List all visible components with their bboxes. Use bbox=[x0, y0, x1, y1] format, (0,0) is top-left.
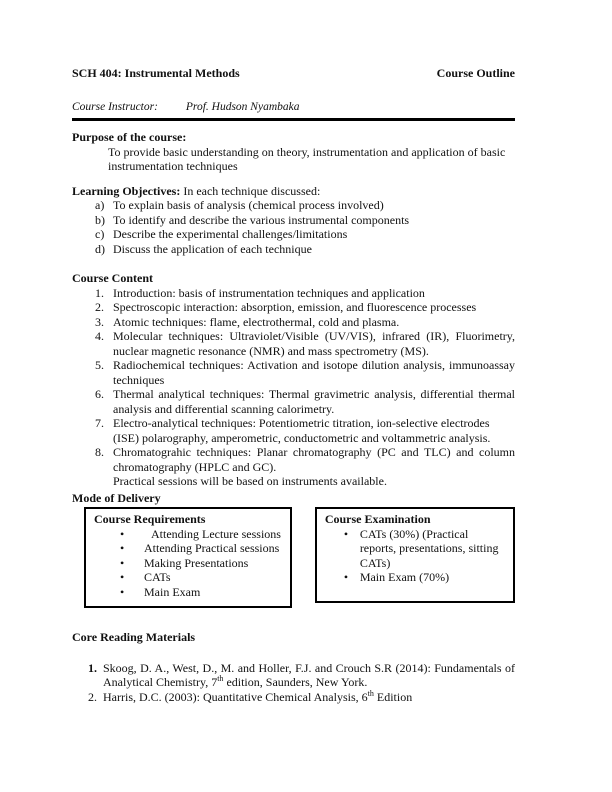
objective-text: To explain basis of analysis (chemical process involved) bbox=[113, 198, 384, 212]
content-item-text: Spectroscopic interaction: absorption, emission, and fluorescence processes bbox=[113, 300, 477, 314]
requirement-text: Making Presentations bbox=[144, 555, 249, 570]
reading-item-number: 1. bbox=[88, 660, 97, 675]
content-item bbox=[72, 445, 515, 474]
content-item-number: 6. bbox=[95, 387, 104, 401]
content-item bbox=[72, 416, 515, 445]
examination-item bbox=[325, 570, 505, 585]
course-examination-box bbox=[315, 507, 515, 603]
document-type-label: Course Outline bbox=[436, 66, 515, 80]
requirement-text: CATs bbox=[144, 570, 171, 584]
content-item-text: Introduction: basis of instrumentation techniques and application bbox=[113, 285, 425, 300]
content-item bbox=[72, 358, 515, 387]
requirement-text: Attending Practical sessions bbox=[144, 541, 280, 555]
requirement-item bbox=[94, 585, 282, 600]
objectives-list bbox=[72, 198, 515, 256]
course-examination-list bbox=[325, 527, 505, 585]
objective-text: To identify and describe the various instrumental components bbox=[113, 212, 410, 227]
content-item-number: 2. bbox=[95, 300, 104, 314]
objective-label: c) bbox=[95, 227, 105, 241]
mode-of-delivery-heading: Mode of Delivery bbox=[72, 490, 161, 505]
content-item-number: 8. bbox=[95, 445, 104, 459]
course-title: SCH 404: Instrumental Methods bbox=[72, 66, 240, 80]
course-requirements-box bbox=[84, 507, 292, 608]
objective-item bbox=[72, 198, 515, 213]
examination-text: CATs (30%) (Practical reports, presentations, sitting CATs) bbox=[359, 526, 499, 570]
content-item-number: 3. bbox=[95, 314, 104, 329]
course-requirements-title: Course Requirements bbox=[94, 512, 206, 526]
objective-item bbox=[72, 227, 515, 242]
instructor-label: Course Instructor: bbox=[72, 100, 158, 113]
content-item-text: Thermal analytical techniques: Thermal gravimetric analysis, differential thermal analysis and differential scanning calorimetry. bbox=[113, 387, 515, 416]
content-item-number: 5. bbox=[95, 358, 104, 372]
reading-list bbox=[72, 661, 515, 705]
course-requirements-list bbox=[94, 527, 282, 600]
reading-text-pre: Harris, D.C. (2003): Quantitative Chemical Analysis, 6 bbox=[103, 689, 368, 704]
purpose-text: To provide basic understanding on theory, instrumentation and application of basic instrumentation techniques bbox=[108, 144, 506, 173]
reading-text-superscript: th bbox=[217, 674, 224, 683]
content-item-text: Electro-analytical techniques: Potentiometric titration, ion-selective electrodes (ISE) polarography, amperometric, conductometric and voltammetric analysis. bbox=[113, 416, 491, 445]
content-item bbox=[72, 387, 515, 416]
objectives-heading-row bbox=[72, 184, 515, 199]
core-reading-heading: Core Reading Materials bbox=[72, 630, 196, 644]
course-examination-title: Course Examination bbox=[324, 512, 431, 526]
reading-item-text bbox=[103, 661, 515, 690]
reading-item-text bbox=[103, 690, 515, 705]
content-item-text: Molecular techniques: Ultraviolet/Visible (UV/VIS), infrared (IR), Fluorimetry, nuclear magnetic resonance (NMR) and mass spectrometry (MS). bbox=[113, 329, 515, 358]
requirement-item bbox=[94, 541, 282, 556]
reading-item bbox=[72, 661, 515, 690]
requirement-item bbox=[94, 570, 282, 585]
objective-label: d) bbox=[95, 241, 105, 256]
requirement-item bbox=[94, 527, 282, 542]
document-header bbox=[72, 66, 515, 81]
requirement-item bbox=[94, 556, 282, 571]
content-item bbox=[72, 286, 515, 301]
content-item-number: 4. bbox=[95, 329, 104, 343]
objective-text: Discuss the application of each technique bbox=[113, 241, 312, 256]
instructor-name: Prof. Hudson Nyambaka bbox=[185, 100, 300, 113]
objectives-lead: In each technique discussed: bbox=[180, 183, 321, 198]
horizontal-rule bbox=[72, 118, 515, 121]
course-content-list bbox=[72, 286, 515, 475]
reading-item-number: 2. bbox=[88, 689, 97, 704]
examination-text: Main Exam (70%) bbox=[359, 570, 450, 584]
requirement-text: Main Exam bbox=[144, 584, 201, 599]
objective-item bbox=[72, 242, 515, 257]
examination-item bbox=[325, 527, 505, 571]
purpose-heading: Purpose of the course: bbox=[72, 130, 187, 144]
content-item-text: Chromatograhic techniques: Planar chromatography (PC and TLC) and column chromatography (HPLC and GC). bbox=[113, 445, 515, 474]
delivery-boxes bbox=[72, 507, 515, 608]
reading-text-post: edition, Saunders, New York. bbox=[223, 675, 368, 689]
reading-item bbox=[72, 690, 515, 705]
objective-label: b) bbox=[95, 212, 105, 227]
course-content-heading: Course Content bbox=[72, 271, 153, 285]
content-item bbox=[72, 329, 515, 358]
instructor-row bbox=[72, 100, 515, 115]
content-item bbox=[72, 300, 515, 315]
reading-text-pre: Skoog, D. A., West, D., M. and Holler, F.J. and Crouch S.R (2014): Fundamentals of Analytical Chemistry, 7 bbox=[103, 660, 515, 689]
content-item bbox=[72, 315, 515, 330]
objective-item bbox=[72, 213, 515, 228]
reading-text-superscript: th bbox=[367, 688, 374, 698]
content-item-number: 7. bbox=[95, 416, 104, 430]
reading-text-post: Edition bbox=[373, 689, 413, 704]
content-item-text: Radiochemical techniques: Activation and isotope dilution analysis, immunoassay techniques bbox=[113, 358, 515, 387]
practical-sessions-note: Practical sessions will be based on instruments available. bbox=[113, 474, 387, 488]
content-item-text: Atomic techniques: flame, electrothermal, cold and plasma. bbox=[113, 314, 400, 329]
requirement-text: Attending Lecture sessions bbox=[151, 526, 281, 541]
objective-label: a) bbox=[95, 198, 105, 212]
objective-text: Describe the experimental challenges/limitations bbox=[113, 227, 348, 241]
content-item-number: 1. bbox=[95, 285, 104, 300]
objectives-heading: Learning Objectives: bbox=[72, 183, 181, 198]
